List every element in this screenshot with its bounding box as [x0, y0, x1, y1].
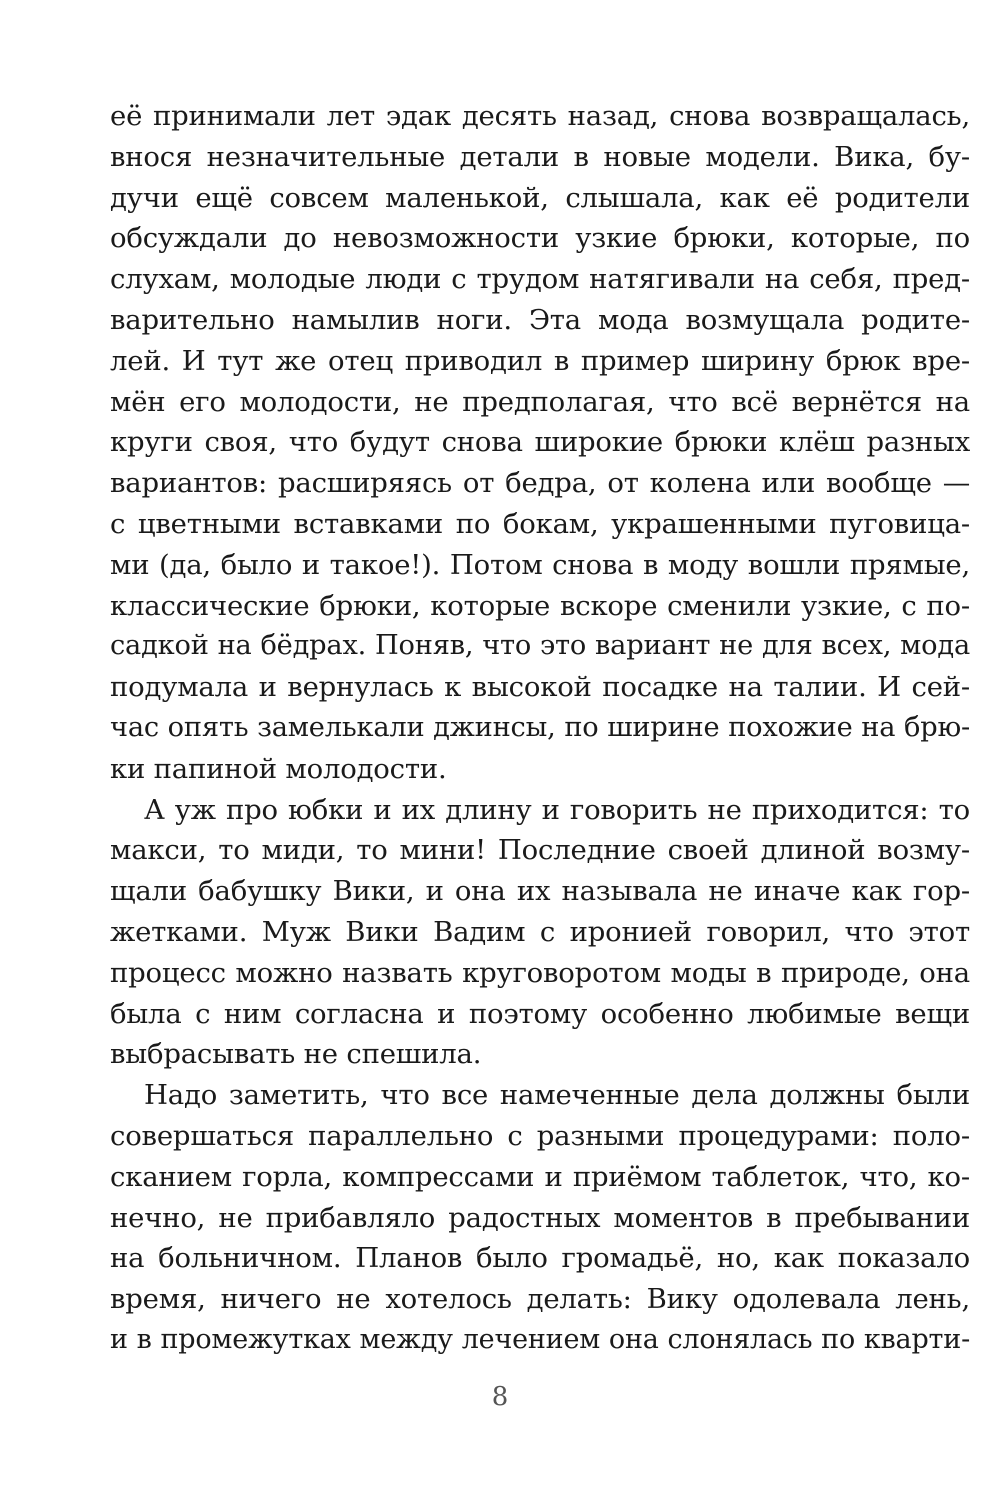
text-line: процесс можно назвать круговоротом моды в природе, она	[110, 956, 970, 989]
text-line: круги своя, что будут снова широкие брюки клёш разных	[110, 426, 970, 459]
paragraph	[110, 790, 970, 1076]
text-line: на больничном. Планов было громадьё, но, как показало	[110, 1242, 970, 1275]
text-line: вариантов: расширяясь от бедра, от колена или вообще —	[110, 467, 970, 500]
text-line: мён его молодости, не предполагая, что всё вернётся на	[110, 385, 970, 418]
text-line: с цветными вставками по бокам, украшенными пуговица-	[110, 507, 970, 540]
text-line: сканием горла, компрессами и приёмом таблеток, что, ко-	[110, 1160, 970, 1193]
text-line: дучи ещё совсем маленькой, слышала, как её родители	[110, 181, 970, 214]
text-line: слухам, молодые люди с трудом натягивали на себя, пред-	[110, 263, 970, 296]
text-line: Надо заметить, что все намеченные дела должны были	[144, 1079, 970, 1112]
text-line: ми (да, было и такое!). Потом снова в моду вошли прямые,	[110, 548, 970, 581]
text-line: макси, то миди, то мини! Последние своей длиной возму-	[110, 834, 970, 867]
text-line: садкой на бёдрах. Поняв, что это вариант не для всех, мода	[110, 630, 970, 662]
text-line: выбрасывать не спешила.	[110, 1038, 482, 1071]
text-line: жетками. Муж Вики Вадим с иронией говорил, что этот	[110, 915, 970, 948]
text-line: классические брюки, которые вскоре сменили узкие, с по-	[110, 589, 970, 622]
text-line: щали бабушку Вики, и она их называла не иначе как гор-	[110, 875, 970, 908]
text-line: подумала и вернулась к высокой посадке на талии. И сей-	[110, 671, 970, 704]
body-text	[110, 96, 970, 1361]
text-line: ки папиной молодости.	[110, 752, 447, 785]
text-line: А уж про юбки и их длину и говорить не приходится: то	[144, 793, 970, 826]
text-line: была с ним согласна и поэтому особенно любимые вещи	[110, 997, 970, 1030]
text-line: внося незначительные детали в новые модели. Вика, бу-	[110, 140, 970, 173]
page-number: 8	[491, 1382, 509, 1412]
text-line: время, ничего не хотелось делать: Вику одолевала лень,	[110, 1283, 970, 1316]
paragraph	[110, 96, 970, 790]
paragraph	[110, 1075, 970, 1361]
text-line: обсуждали до невозможности узкие брюки, которые, по	[110, 222, 970, 255]
text-line: час опять замелькали джинсы, по ширине похожие на брю-	[110, 711, 970, 743]
text-line: варительно намылив ноги. Эта мода возмущала родите-	[110, 303, 970, 336]
text-line: её принимали лет эдак десять назад, снова возвращалась,	[110, 100, 970, 132]
text-line: лей. И тут же отец приводил в пример ширину брюк вре-	[110, 344, 970, 377]
text-line: нечно, не прибавляло радостных моментов в пребывании	[110, 1201, 970, 1234]
text-line: совершаться параллельно с разными процедурами: поло-	[110, 1119, 970, 1152]
text-line: и в промежутках между лечением она слонялась по кварти-	[110, 1323, 970, 1355]
